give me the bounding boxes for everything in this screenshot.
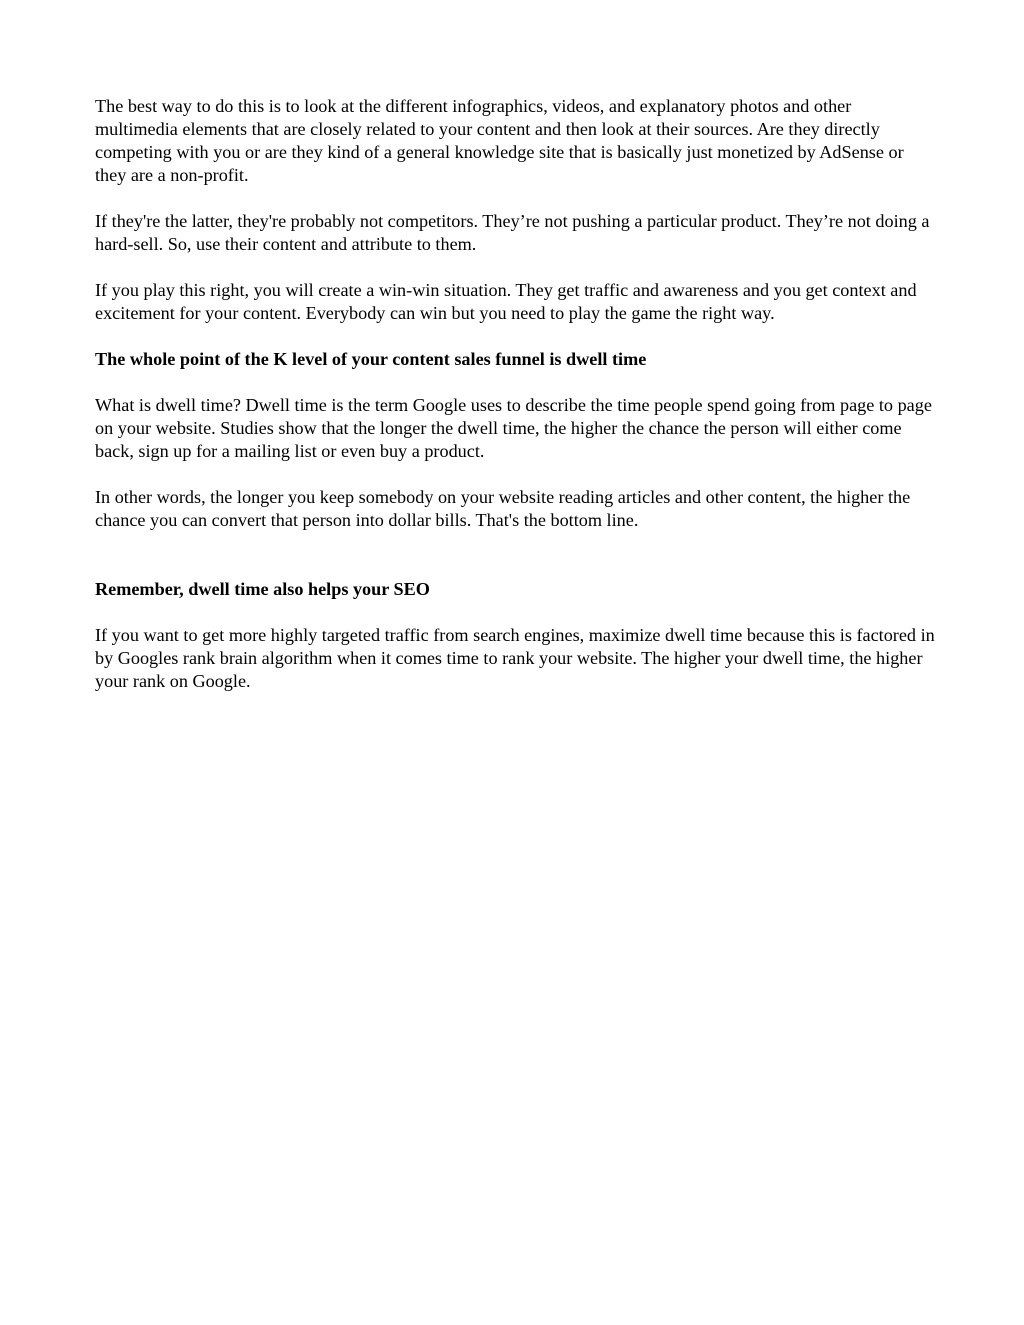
paragraph-non-profit-latter: If they're the latter, they're probably not competitors. They’re not pushing a particular product. They’re not doing a hard-sell. So, use their content and attribute to them.: [95, 211, 930, 254]
spacer: [95, 555, 935, 578]
paragraph-targeted-traffic: If you want to get more highly targeted traffic from search engines, maximize dwell time because this is factored in by Googles rank brain algorithm when it comes time to rank your website. The higher your dwell time, the higher your rank on Google.: [95, 625, 935, 691]
heading-dwell-time-k-level: The whole point of the K level of your content sales funnel is dwell time: [95, 349, 647, 369]
paragraph-infographics-sources: The best way to do this is to look at the different infographics, videos, and explanatory photos and other multimedia elements that are closely related to your content and then look at their sources. Are they directly competing with you or are they kind of a general knowledge site that is basically just monetized by AdSense or they are a non-profit.: [95, 96, 904, 185]
heading-dwell-time-seo: Remember, dwell time also helps your SEO: [95, 579, 430, 599]
paragraph-win-win: If you play this right, you will create a win-win situation. They get traffic and awareness and you get context and excitement for your content. Everybody can win but you need to play the game the right way.: [95, 280, 917, 323]
paragraph-what-is-dwell-time: What is dwell time? Dwell time is the term Google uses to describe the time people spend going from page to page on your website. Studies show that the longer the dwell time, the higher the chance the person will either come back, sign up for a mailing list or even buy a product.: [95, 395, 932, 461]
paragraph-in-other-words: In other words, the longer you keep somebody on your website reading articles and other content, the higher the chance you can convert that person into dollar bills. That's the bottom line.: [95, 487, 911, 530]
document-page: [95, 95, 935, 716]
